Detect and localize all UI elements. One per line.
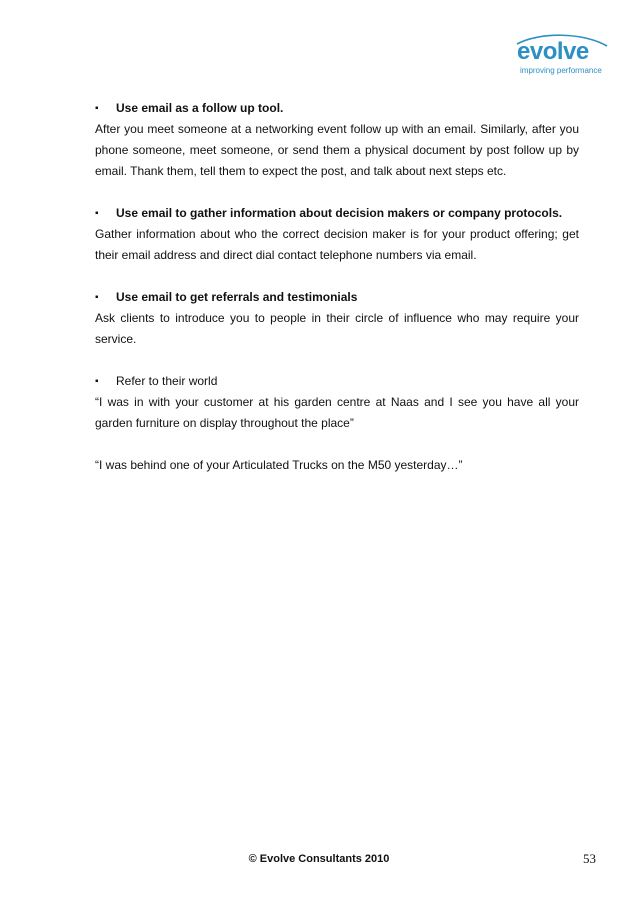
- quote-articulated-trucks: “I was behind one of your Articulated Trucks on the M50 yesterday…”: [95, 458, 463, 472]
- section-body-decision-makers: Gather information about who the correct decision maker is for your product offering; get their email address and direct dial contact telephone numbers via email.: [95, 227, 579, 262]
- evolve-logo: [511, 34, 611, 82]
- footer-copyright: © Evolve Consultants 2010: [248, 853, 390, 865]
- logo-tagline: improving performance: [520, 66, 602, 75]
- square-bullet-icon: ▪: [95, 208, 99, 219]
- refer-to-world-bullet: [95, 371, 579, 392]
- logo-wordmark: evolve: [517, 38, 589, 65]
- heading-text: Use email as a follow up tool.: [116, 101, 284, 115]
- section-body-follow-up: After you meet someone at a networking event follow up with an email. Similarly, after you phone someone, meet someone, or send them a physical document by post follow up by email. Thank them, tell them to expect the post, and talk about next steps etc.: [95, 122, 579, 178]
- section-body-referrals: Ask clients to introduce you to people in their circle of influence who may require your service.: [95, 311, 579, 346]
- square-bullet-icon: ▪: [95, 376, 99, 387]
- heading-text: Use email to get referrals and testimonials: [116, 290, 358, 304]
- square-bullet-icon: ▪: [95, 103, 99, 114]
- page-number: 53: [583, 851, 596, 866]
- section-heading-decision-makers: [95, 203, 579, 224]
- heading-text: Use email to gather information about decision makers or company protocols.: [116, 206, 563, 220]
- bullet-text: Refer to their world: [116, 374, 218, 388]
- section-heading-follow-up: [95, 98, 579, 119]
- document-body: [95, 98, 579, 476]
- section-heading-referrals: [95, 287, 579, 308]
- square-bullet-icon: ▪: [95, 292, 99, 303]
- quote-garden-centre: “I was in with your customer at his garden centre at Naas and I see you have all your garden furniture on display throughout the place”: [95, 395, 579, 430]
